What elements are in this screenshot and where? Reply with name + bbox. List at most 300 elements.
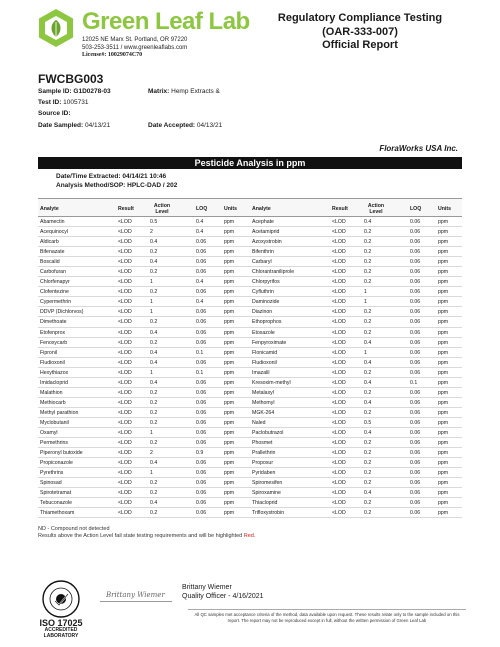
cell-analyte-2: Fludioxonil bbox=[252, 359, 277, 366]
cell-action-level-2: 0.2 bbox=[364, 480, 372, 487]
cell-analyte-2: Carbaryl bbox=[252, 259, 272, 266]
table-row bbox=[38, 498, 462, 508]
cell-units-2: ppm bbox=[438, 500, 449, 507]
cell-result-2: <LOD bbox=[332, 429, 346, 436]
cell-action-level-2: 1 bbox=[364, 289, 367, 296]
cell-analyte-2: Bifenthrin bbox=[252, 249, 274, 256]
cell-loq: 0.1 bbox=[196, 369, 204, 376]
cell-result: <LOD bbox=[118, 349, 132, 356]
cell-analyte: Acequinocyl bbox=[40, 229, 68, 236]
cell-units-2: ppm bbox=[438, 369, 449, 376]
cell-loq: 0.06 bbox=[196, 409, 207, 416]
cell-analyte: Methyl parathion bbox=[40, 409, 79, 416]
cell-result: <LOD bbox=[118, 450, 132, 457]
header-analyte: Analyte bbox=[40, 205, 59, 212]
header-units-2: Units bbox=[438, 205, 451, 212]
sample-id-row bbox=[38, 88, 111, 95]
cell-result: <LOD bbox=[118, 460, 132, 467]
report-title-line2: (OAR-333-007) bbox=[322, 25, 398, 38]
cell-loq: 0.06 bbox=[196, 309, 207, 316]
cell-loq-2: 0.06 bbox=[410, 309, 421, 316]
cell-units-2: ppm bbox=[438, 480, 449, 487]
method-value: HPLC-DAD / 202 bbox=[127, 182, 178, 189]
signature: Brittany Wiemer bbox=[106, 591, 165, 599]
cell-result-2: <LOD bbox=[332, 419, 346, 426]
lab-contact: 503-253-3511 / www.greenleaflabs.com bbox=[82, 44, 188, 51]
cell-units-2: ppm bbox=[438, 219, 449, 225]
cell-result-2: <LOD bbox=[332, 379, 346, 386]
cell-units-2: ppm bbox=[438, 429, 449, 436]
table-row bbox=[38, 408, 462, 418]
cell-result: <LOD bbox=[118, 379, 132, 386]
cell-result-2: <LOD bbox=[332, 279, 346, 286]
cell-action-level: 0.2 bbox=[150, 289, 158, 296]
cell-units: ppm bbox=[224, 480, 235, 487]
cell-action-level-2: 0.2 bbox=[364, 440, 372, 447]
cell-result-2: <LOD bbox=[332, 339, 346, 346]
cell-units: ppm bbox=[224, 229, 235, 236]
cell-result-2: <LOD bbox=[332, 269, 346, 276]
cell-action-level-2: 0.2 bbox=[364, 409, 372, 416]
table-row bbox=[38, 398, 462, 408]
cell-result-2: <LOD bbox=[332, 450, 346, 457]
cell-units: ppm bbox=[224, 249, 235, 256]
cell-action-level: 0.2 bbox=[150, 269, 158, 276]
cell-loq: 0.06 bbox=[196, 490, 207, 497]
cell-loq: 0.06 bbox=[196, 500, 207, 507]
cell-units: ppm bbox=[224, 510, 235, 517]
cell-action-level: 1 bbox=[150, 279, 153, 286]
cell-analyte: Myclobutanil bbox=[40, 419, 69, 426]
iso-accredited: ACCREDITED bbox=[44, 627, 78, 633]
cell-analyte: Oxamyl bbox=[40, 429, 58, 436]
cell-units: ppm bbox=[224, 389, 235, 396]
cell-result: <LOD bbox=[118, 299, 132, 306]
cell-action-level-2: 0.2 bbox=[364, 249, 372, 256]
cell-action-level-2: 1 bbox=[364, 349, 367, 356]
cell-analyte-2: Ethoprophos bbox=[252, 319, 282, 326]
cell-result-2: <LOD bbox=[332, 299, 346, 306]
cell-action-level-2: 0.4 bbox=[364, 399, 372, 406]
lab-license: License#: 10029074C70 bbox=[82, 52, 143, 58]
cell-units-2: ppm bbox=[438, 329, 449, 336]
cell-loq-2: 0.06 bbox=[410, 429, 421, 436]
cell-action-level: 0.5 bbox=[150, 219, 158, 225]
test-id-label: Test ID: bbox=[38, 99, 62, 106]
cell-units: ppm bbox=[224, 299, 235, 306]
cell-units: ppm bbox=[224, 309, 235, 316]
cell-loq: 0.4 bbox=[196, 219, 204, 225]
cell-analyte: Chlorfenapyr bbox=[40, 279, 70, 286]
cell-analyte: Pyrethrins bbox=[40, 470, 64, 477]
table-row bbox=[38, 508, 462, 518]
cell-units-2: ppm bbox=[438, 470, 449, 477]
lab-logo-icon bbox=[36, 8, 76, 48]
cell-result-2: <LOD bbox=[332, 409, 346, 416]
cell-units-2: ppm bbox=[438, 349, 449, 356]
cell-action-level-2: 0.4 bbox=[364, 379, 372, 386]
cell-loq-2: 0.06 bbox=[410, 450, 421, 457]
cell-result: <LOD bbox=[118, 470, 132, 477]
cell-analyte: Hexythiazox bbox=[40, 369, 69, 376]
cell-analyte-2: Methomyl bbox=[252, 399, 275, 406]
cell-result-2: <LOD bbox=[332, 480, 346, 487]
cell-analyte: Fenoxycarb bbox=[40, 339, 68, 346]
cell-action-level: 2 bbox=[150, 450, 153, 457]
cell-analyte-2: Prallethrin bbox=[252, 450, 276, 457]
cell-analyte: Carbofuran bbox=[40, 269, 66, 276]
cell-analyte-2: Trifloxystrobin bbox=[252, 510, 285, 517]
test-id-row bbox=[38, 99, 88, 106]
cell-loq: 0.4 bbox=[196, 299, 204, 306]
cell-units-2: ppm bbox=[438, 359, 449, 366]
note-nd: ND - Compound not detected bbox=[38, 526, 110, 532]
cell-result-2: <LOD bbox=[332, 460, 346, 467]
cell-result: <LOD bbox=[118, 249, 132, 256]
table-row bbox=[38, 478, 462, 488]
cell-loq-2: 0.06 bbox=[410, 470, 421, 477]
cell-analyte-2: Acephate bbox=[252, 219, 274, 225]
cell-loq: 0.06 bbox=[196, 249, 207, 256]
cell-loq-2: 0.06 bbox=[410, 279, 421, 286]
cell-units-2: ppm bbox=[438, 299, 449, 306]
cell-analyte-2: Diazinon bbox=[252, 309, 273, 316]
table-row bbox=[38, 428, 462, 438]
cell-loq: 0.4 bbox=[196, 279, 204, 286]
date-accepted-label: Date Accepted: bbox=[148, 122, 196, 129]
cell-units: ppm bbox=[224, 349, 235, 356]
cell-action-level: 0.2 bbox=[150, 319, 158, 326]
cell-action-level: 0.4 bbox=[150, 349, 158, 356]
cell-loq: 0.06 bbox=[196, 429, 207, 436]
table-row bbox=[38, 317, 462, 327]
method-label: Analysis Method/SOP: bbox=[56, 182, 126, 189]
cell-units-2: ppm bbox=[438, 309, 449, 316]
cell-units: ppm bbox=[224, 219, 235, 225]
cell-analyte: Etofenprox bbox=[40, 329, 66, 336]
cell-action-level: 0.4 bbox=[150, 460, 158, 467]
cell-analyte-2: Azoxystrobin bbox=[252, 239, 282, 246]
cell-analyte-2: Daminozide bbox=[252, 299, 280, 306]
cell-units: ppm bbox=[224, 460, 235, 467]
note-action-level bbox=[38, 533, 255, 540]
cell-result-2: <LOD bbox=[332, 399, 346, 406]
cell-action-level-2: 0.4 bbox=[364, 219, 372, 225]
table-row bbox=[38, 277, 462, 287]
batch-id: FWCBG003 bbox=[38, 72, 104, 86]
cell-action-level-2: 0.2 bbox=[364, 329, 372, 336]
cell-loq-2: 0.06 bbox=[410, 349, 421, 356]
cell-action-level-2: 0.2 bbox=[364, 389, 372, 396]
cell-loq-2: 0.06 bbox=[410, 399, 421, 406]
lab-address: 12025 NE Marx St. Portland, OR 97220 bbox=[82, 37, 188, 43]
table-row bbox=[38, 488, 462, 498]
cell-action-level: 0.4 bbox=[150, 359, 158, 366]
source-id-row bbox=[38, 110, 71, 117]
cell-result: <LOD bbox=[118, 359, 132, 366]
cell-units: ppm bbox=[224, 450, 235, 457]
cell-loq: 0.06 bbox=[196, 389, 207, 396]
cell-action-level: 1 bbox=[150, 470, 153, 477]
source-id-label: Source ID: bbox=[38, 110, 71, 117]
cell-loq-2: 0.06 bbox=[410, 490, 421, 497]
cell-result-2: <LOD bbox=[332, 329, 346, 336]
cell-action-level: 0.2 bbox=[150, 510, 158, 517]
header-loq-2: LOQ bbox=[410, 205, 422, 212]
cell-action-level-2: 0.2 bbox=[364, 309, 372, 316]
cell-action-level: 1 bbox=[150, 429, 153, 436]
table-row bbox=[38, 438, 462, 448]
cell-units-2: ppm bbox=[438, 319, 449, 326]
cell-result: <LOD bbox=[118, 339, 132, 346]
cell-units: ppm bbox=[224, 470, 235, 477]
cell-analyte: DDVP (Dichlorvos) bbox=[40, 309, 84, 316]
section-title-bar: Pesticide Analysis in ppm bbox=[38, 157, 462, 169]
cell-loq-2: 0.06 bbox=[410, 500, 421, 507]
header-analyte-2: Analyte bbox=[252, 205, 271, 212]
cell-result-2: <LOD bbox=[332, 510, 346, 517]
sample-id-label: Sample ID: bbox=[38, 88, 72, 95]
date-accepted-row bbox=[148, 122, 222, 129]
cell-units: ppm bbox=[224, 339, 235, 346]
cell-units: ppm bbox=[224, 279, 235, 286]
cell-loq: 0.06 bbox=[196, 470, 207, 477]
cell-action-level-2: 0.4 bbox=[364, 359, 372, 366]
cell-result: <LOD bbox=[118, 269, 132, 276]
cell-units: ppm bbox=[224, 259, 235, 266]
cell-action-level-2: 0.2 bbox=[364, 450, 372, 457]
cell-analyte-2: Naled bbox=[252, 419, 266, 426]
cell-analyte-2: Thiacloprid bbox=[252, 500, 278, 507]
cell-analyte: Methiocarb bbox=[40, 399, 66, 406]
cell-analyte: Clofentezine bbox=[40, 289, 69, 296]
cell-units-2: ppm bbox=[438, 239, 449, 246]
cell-action-level-2: 0.2 bbox=[364, 369, 372, 376]
cell-action-level-2: 0.4 bbox=[364, 339, 372, 346]
cell-units: ppm bbox=[224, 269, 235, 276]
matrix-row bbox=[148, 88, 220, 95]
test-id-value: 1005731 bbox=[63, 99, 89, 106]
cell-result: <LOD bbox=[118, 239, 132, 246]
cell-action-level-2: 0.2 bbox=[364, 460, 372, 467]
pesticide-table bbox=[38, 198, 462, 518]
cell-units: ppm bbox=[224, 319, 235, 326]
cell-result-2: <LOD bbox=[332, 389, 346, 396]
cell-loq-2: 0.06 bbox=[410, 319, 421, 326]
cell-units-2: ppm bbox=[438, 279, 449, 286]
cell-loq: 0.06 bbox=[196, 239, 207, 246]
table-row bbox=[38, 348, 462, 358]
date-accepted-value: 04/13/21 bbox=[196, 122, 223, 129]
date-sampled-label: Date Sampled: bbox=[38, 122, 84, 129]
cell-action-level: 2 bbox=[150, 229, 153, 236]
table-row bbox=[38, 378, 462, 388]
cell-loq-2: 0.06 bbox=[410, 440, 421, 447]
cell-result: <LOD bbox=[118, 500, 132, 507]
cell-loq-2: 0.06 bbox=[410, 299, 421, 306]
extracted-value: 04/14/21 10:46 bbox=[122, 173, 167, 180]
cell-result: <LOD bbox=[118, 289, 132, 296]
table-row bbox=[38, 328, 462, 338]
cell-result-2: <LOD bbox=[332, 319, 346, 326]
cell-result-2: <LOD bbox=[332, 440, 346, 447]
cell-analyte-2: Spiroxamine bbox=[252, 490, 281, 497]
cell-loq-2: 0.06 bbox=[410, 239, 421, 246]
cell-action-level-2: 0.4 bbox=[364, 490, 372, 497]
date-sampled-value: 04/13/21 bbox=[84, 122, 111, 129]
table-row bbox=[38, 267, 462, 277]
header-result: Result bbox=[118, 205, 134, 212]
cell-units: ppm bbox=[224, 429, 235, 436]
cell-loq: 0.06 bbox=[196, 329, 207, 336]
cell-units-2: ppm bbox=[438, 389, 449, 396]
table-row bbox=[38, 297, 462, 307]
extracted-label: Date/Time Extracted: bbox=[56, 173, 121, 180]
header-action-level-2: Action Level bbox=[367, 202, 385, 215]
cell-units: ppm bbox=[224, 419, 235, 426]
lab-name: Green Leaf Lab bbox=[82, 8, 250, 35]
cell-action-level: 1 bbox=[150, 369, 153, 376]
cell-result-2: <LOD bbox=[332, 259, 346, 266]
cell-action-level: 0.4 bbox=[150, 329, 158, 336]
cell-analyte-2: Flonicamid bbox=[252, 349, 278, 356]
table-row bbox=[38, 287, 462, 297]
cell-loq-2: 0.1 bbox=[410, 379, 418, 386]
cell-loq: 0.06 bbox=[196, 399, 207, 406]
cell-loq: 0.06 bbox=[196, 259, 207, 266]
extracted-row bbox=[56, 173, 166, 180]
signer-block bbox=[182, 583, 264, 601]
iso-seal-icon bbox=[42, 580, 80, 618]
cell-analyte: Fludioxonil bbox=[40, 359, 65, 366]
table-row bbox=[38, 217, 462, 227]
cell-result: <LOD bbox=[118, 309, 132, 316]
cell-result-2: <LOD bbox=[332, 229, 346, 236]
cell-units: ppm bbox=[224, 379, 235, 386]
cell-analyte-2: Chlorpyrifos bbox=[252, 279, 280, 286]
cell-result: <LOD bbox=[118, 480, 132, 487]
cell-loq: 0.06 bbox=[196, 510, 207, 517]
cell-loq-2: 0.06 bbox=[410, 419, 421, 426]
cell-units-2: ppm bbox=[438, 289, 449, 296]
cell-loq: 0.06 bbox=[196, 460, 207, 467]
iso-accreditation bbox=[36, 580, 86, 639]
cell-action-level-2: 0.2 bbox=[364, 259, 372, 266]
cell-loq: 0.9 bbox=[196, 450, 204, 457]
cell-result: <LOD bbox=[118, 419, 132, 426]
cell-analyte-2: Propoxur bbox=[252, 460, 274, 467]
cell-action-level-2: 0.5 bbox=[364, 419, 372, 426]
cell-analyte-2: Imazalil bbox=[252, 369, 270, 376]
cell-loq: 0.06 bbox=[196, 419, 207, 426]
cell-action-level: 0.2 bbox=[150, 440, 158, 447]
signer-title: Quality Officer - 4/16/2021 bbox=[182, 593, 264, 600]
table-row bbox=[38, 237, 462, 247]
cell-analyte-2: Cyfluthrin bbox=[252, 289, 274, 296]
report-title-line1: Regulatory Compliance Testing bbox=[277, 12, 443, 24]
matrix-label: Matrix: bbox=[148, 88, 170, 95]
cell-result: <LOD bbox=[118, 440, 132, 447]
cell-result: <LOD bbox=[118, 219, 132, 225]
date-sampled-row bbox=[38, 122, 110, 129]
cell-loq: 0.4 bbox=[196, 229, 204, 236]
cell-action-level: 0.4 bbox=[150, 500, 158, 507]
cell-action-level-2: 0.2 bbox=[364, 500, 372, 507]
cell-analyte-2: Metalaxyl bbox=[252, 389, 274, 396]
cell-analyte-2: Kresoxim-methyl bbox=[252, 379, 291, 386]
cell-result: <LOD bbox=[118, 279, 132, 286]
header-action-level: Action Level bbox=[153, 202, 171, 215]
cell-units-2: ppm bbox=[438, 419, 449, 426]
client-name: FloraWorks USA Inc. bbox=[379, 144, 458, 153]
cell-loq-2: 0.06 bbox=[410, 409, 421, 416]
cell-loq-2: 0.06 bbox=[410, 259, 421, 266]
cell-units-2: ppm bbox=[438, 229, 449, 236]
cell-analyte-2: MGK-264 bbox=[252, 409, 275, 416]
cell-units-2: ppm bbox=[438, 490, 449, 497]
table-row bbox=[38, 338, 462, 348]
cell-analyte: Spirotetramat bbox=[40, 490, 72, 497]
cell-action-level: 0.2 bbox=[150, 249, 158, 256]
table-row bbox=[38, 468, 462, 478]
cell-action-level-2: 1 bbox=[364, 299, 367, 306]
cell-result-2: <LOD bbox=[332, 219, 346, 225]
cell-result-2: <LOD bbox=[332, 349, 346, 356]
cell-result-2: <LOD bbox=[332, 309, 346, 316]
table-row bbox=[38, 388, 462, 398]
cell-action-level-2: 0.2 bbox=[364, 229, 372, 236]
cell-loq-2: 0.06 bbox=[410, 339, 421, 346]
cell-analyte: Imidacloprid bbox=[40, 379, 68, 386]
cell-loq-2: 0.06 bbox=[410, 359, 421, 366]
cell-result-2: <LOD bbox=[332, 239, 346, 246]
cell-analyte-2: Etoxazole bbox=[252, 329, 275, 336]
cell-loq: 0.06 bbox=[196, 440, 207, 447]
cell-result: <LOD bbox=[118, 329, 132, 336]
signature-line bbox=[100, 601, 172, 602]
lab-address-block bbox=[82, 37, 187, 60]
cell-analyte: Abamectin bbox=[40, 219, 65, 225]
cell-analyte: Piperonyl butoxide bbox=[40, 450, 83, 457]
cell-loq-2: 0.06 bbox=[410, 510, 421, 517]
table-row bbox=[38, 368, 462, 378]
cell-result: <LOD bbox=[118, 409, 132, 416]
cell-analyte-2: Phosmet bbox=[252, 440, 273, 447]
cell-action-level-2: 0.2 bbox=[364, 239, 372, 246]
table-row bbox=[38, 358, 462, 368]
sample-id-value: G1D0278-03 bbox=[73, 88, 111, 95]
header-units: Units bbox=[224, 205, 237, 212]
cell-units: ppm bbox=[224, 329, 235, 336]
cell-result: <LOD bbox=[118, 399, 132, 406]
cell-analyte-2: Spiromesifen bbox=[252, 480, 283, 487]
cell-analyte: Bifenazate bbox=[40, 249, 65, 256]
cell-units-2: ppm bbox=[438, 269, 449, 276]
cell-analyte: Propiconazole bbox=[40, 460, 73, 467]
cell-loq-2: 0.06 bbox=[410, 460, 421, 467]
method-row bbox=[56, 182, 177, 189]
cell-action-level-2: 0.2 bbox=[364, 470, 372, 477]
cell-result-2: <LOD bbox=[332, 470, 346, 477]
cell-analyte: Spinosad bbox=[40, 480, 62, 487]
cell-result: <LOD bbox=[118, 389, 132, 396]
cell-units: ppm bbox=[224, 409, 235, 416]
cell-units-2: ppm bbox=[438, 379, 449, 386]
report-title bbox=[250, 12, 470, 53]
cell-result: <LOD bbox=[118, 229, 132, 236]
cell-result: <LOD bbox=[118, 319, 132, 326]
cell-analyte: Thiamethoxam bbox=[40, 510, 75, 517]
